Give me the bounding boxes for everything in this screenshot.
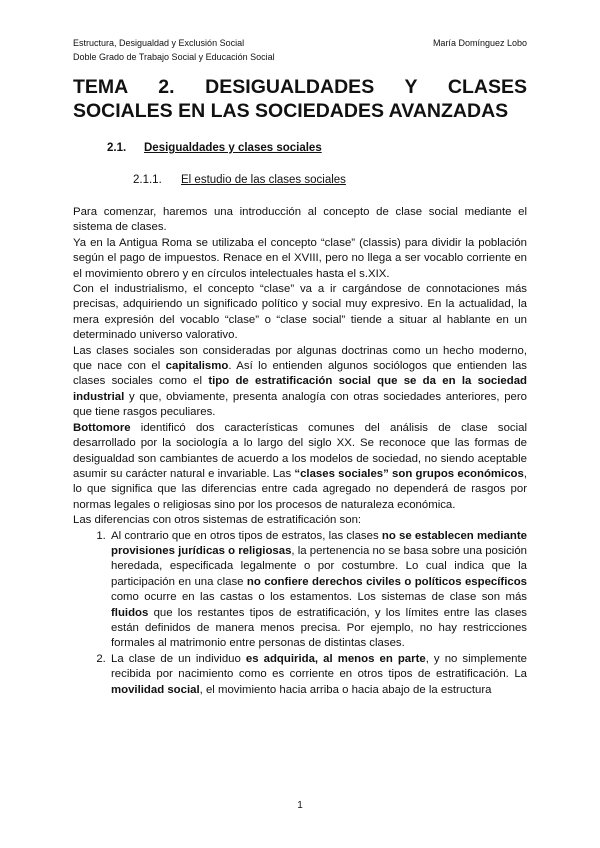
p5-bold-a: Bottomore: [73, 421, 131, 434]
p4-bold-d: tipo de estratificación social que se da en la sociedad industrial: [73, 375, 527, 403]
p4-text-a: Las clases sociales son consideradas por algunas doctrinas como un hecho moderno, que nace con el: [73, 344, 527, 373]
differences-list: [73, 529, 527, 698]
li1-bold-b: no se establecen mediante provisiones jurídicas o religiosas: [111, 529, 527, 557]
header-degree: Doble Grado de Trabajo Social y Educación Social: [73, 52, 275, 62]
title-line-2: SOCIALES EN LAS SOCIEDADES AVANZADAS: [73, 100, 509, 122]
li2-text-a: La clase de un individuo: [111, 652, 246, 665]
paragraph-3: Con el industrialismo, el concepto “clase” va a ir cargándose de connotaciones más precisas, adquiriendo un significado político y social muy expresivo. En la actualidad, la mera expresión del vocablo “clase” o “clase social” tiende a situar al hablante en un determinado universo valorativo.: [73, 283, 527, 342]
paragraph-1: Para comenzar, haremos una introducción al concepto de clase social mediante el sistema de clases.: [73, 206, 527, 234]
section-number: 2.1.: [107, 142, 127, 154]
li1-bold-f: fluidos: [111, 606, 149, 619]
li1-text-c: , la pertenencia no se basa sobre una posición heredada, especificada legalmente o por costumbre. Lo cual indica que la participación en una clase: [111, 544, 527, 588]
subsection-heading: [133, 174, 346, 186]
body-text: [73, 205, 527, 698]
section-heading: [107, 142, 322, 154]
p4-text-e: y que, obviamente, presenta analogía con otras sociedades anteriores, pero que tiene rasgos peculiares.: [73, 390, 527, 419]
li1-text-e: como ocurre en las castas o los estamentos. Los sistemas de clase son más: [111, 591, 527, 604]
section-title: Desigualdades y clases sociales: [144, 142, 322, 154]
p4-bold-b: capitalismo: [165, 360, 229, 373]
title-line-1: TEMA 2. DESIGUALDADES Y CLASES: [73, 76, 527, 98]
p5-text-b: identificó dos características comunes del análisis de clase social desarrollado por la sociología a lo largo del siglo XX. Se reconoce que las formas de desigualdad son cambiantes de acuerdo a los modelos de sociedad, no siendo aceptable asumir su carácter natural e invariable. Las: [73, 421, 527, 480]
paragraph-4: [73, 344, 527, 421]
list-item-2: [109, 652, 527, 698]
page-number: 1: [297, 800, 303, 811]
list-item-1: [109, 529, 527, 652]
header-author: María Domínguez Lobo: [432, 38, 527, 48]
paragraph-5: [73, 421, 527, 513]
p5-text-d: , lo que significa que las diferencias entre cada agregado no dependerá de rasgos por normas legales o religiosas sino por los procesos de naturaleza económica.: [73, 467, 527, 511]
li2-text-e: , el movimiento hacia arriba o hacia abajo de la estructura: [199, 683, 492, 696]
subsection-number: 2.1.1.: [133, 174, 162, 186]
li1-text-g: que los restantes tipos de estratificación, y los límites entre las clases están definidos de manera menos precisa. Por ejemplo, no hay restricciones formales al matrimonio entre personas de distintas clases.: [111, 606, 527, 650]
li1-text-a: Al contrario que en otros tipos de estratos, las clases: [111, 529, 382, 542]
li2-bold-d: movilidad social: [111, 683, 200, 696]
document-title: [73, 75, 527, 123]
p5-bold-c: “clases sociales” son grupos económicos: [294, 467, 524, 480]
paragraph-2: Ya en la Antigua Roma se utilizaba el concepto “clase” (classis) para dividir la población según el pago de impuestos. Renace en el XVIII, pero no llega a ser vocablo corriente en el movimiento obrero y en círculos intelectuales hasta el s.XIX.: [73, 236, 527, 280]
li1-bold-d: no confiere derechos civiles o políticos específicos: [246, 575, 528, 588]
subsection-title: El estudio de las clases sociales: [181, 174, 346, 186]
li2-text-c: , y no simplemente recibida por nacimiento como es corriente en otros tipos de estratificación. La: [111, 652, 528, 681]
page-header: [73, 36, 527, 64]
paragraph-6: Las diferencias con otros sistemas de estratificación son:: [73, 514, 362, 527]
header-course: Estructura, Desigualdad y Exclusión Social: [73, 38, 245, 48]
p4-text-c: . Así lo entienden algunos sociólogos que entienden las clases sociales como el: [73, 360, 527, 388]
li2-bold-b: es adquirida, al menos en parte: [245, 652, 426, 665]
